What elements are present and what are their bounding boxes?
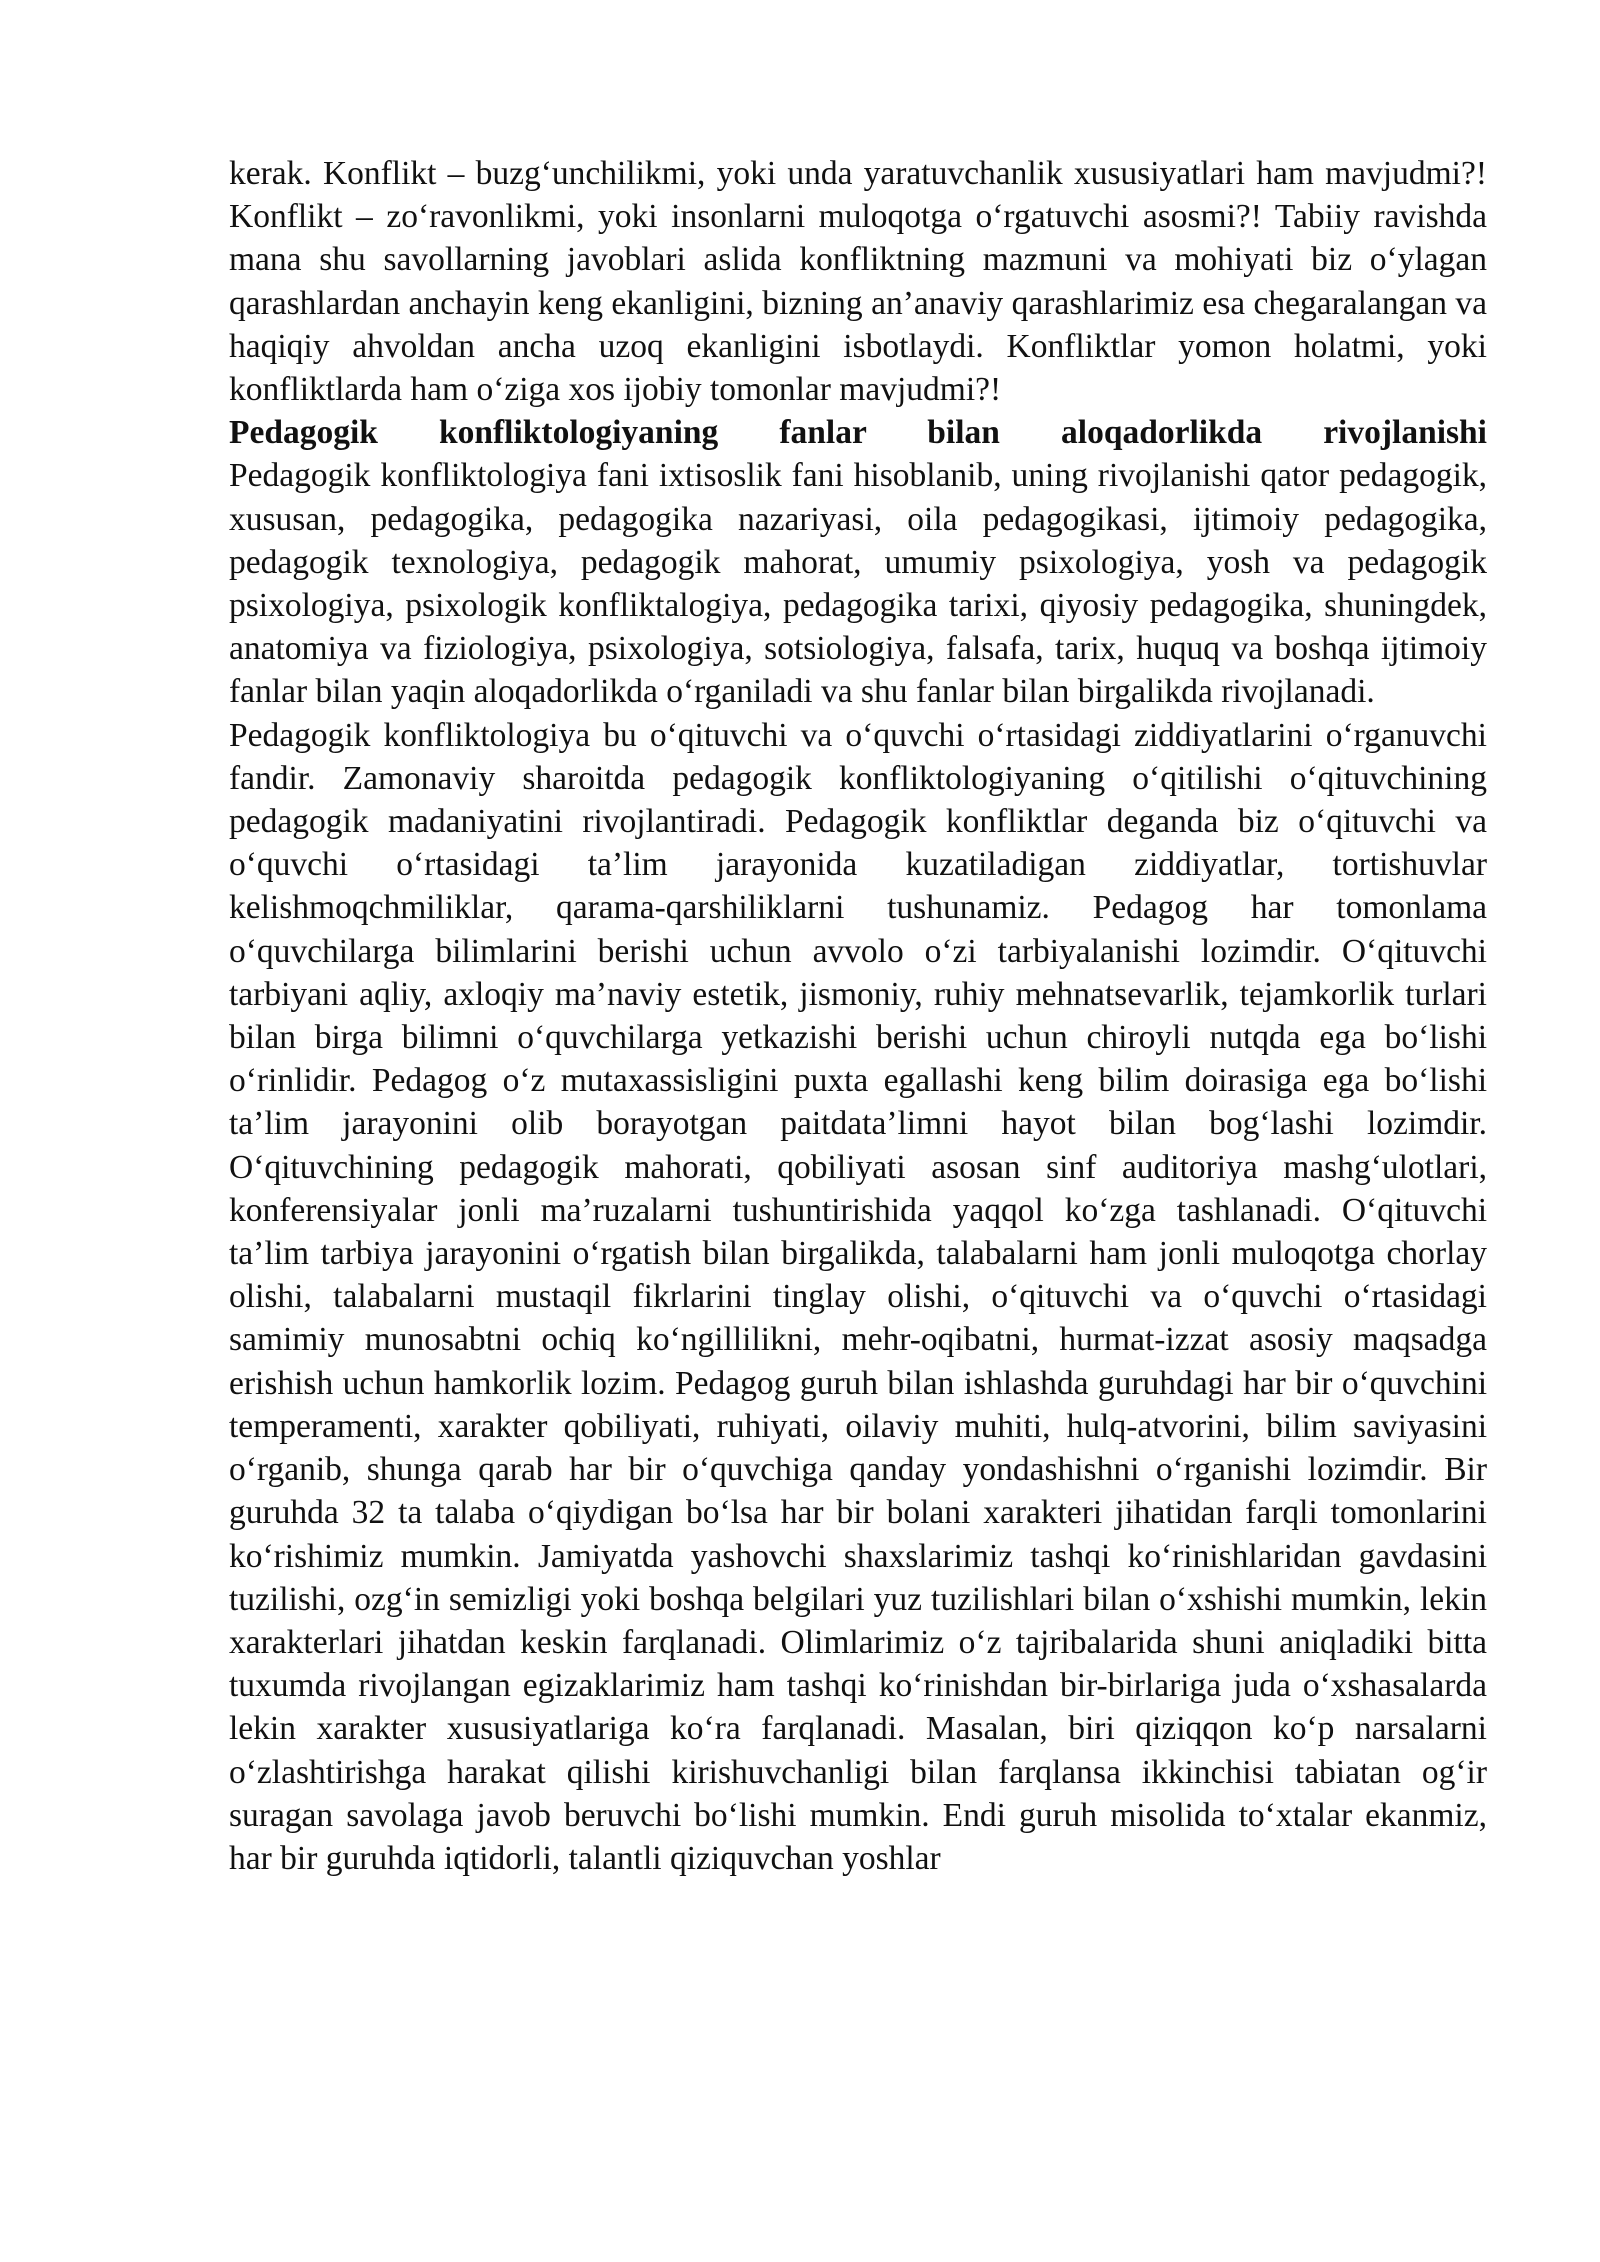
paragraph-pedagogical-conflicts: Pedagogik konfliktologiya bu o‘qituvchi va o‘quvchi o‘rtasidagi ziddiyatlarini o‘rganuvchi fandir. Zamonaviy sharoitda pedagogik konfliktologiyaning o‘qitilishi o‘qituvchining pedagogik madaniyatini rivojlantiradi. Pedagogik konfliktlar deganda biz o‘qituvchi va o‘quvchi o‘rtasidagi ta’lim jarayonida kuzatiladigan ziddiyatlar, tortishuvlar kelishmoqchmiliklar, qarama-qarshiliklarni tushunamiz. Pedagog har tomonlama o‘quvchilarga bilimlarini berishi uchun avvolo o‘zi tarbiyalanishi lozimdir. O‘qituvchi tarbiyani aqliy, axloqiy ma’naviy estetik, jismoniy, ruhiy mehnatsevarlik, tejamkorlik turlari bilan birga bilimni o‘quvchilarga yetkazishi berishi uchun chiroyli nutqda ega bo‘lishi o‘rinlidir. Pedagog o‘z mutaxassisligini puxta egallashi keng bilim doirasiga ega bo‘lishi ta’lim jarayonini olib borayotgan paitdata’limni hayot bilan bog‘lashi lozimdir. O‘qituvchining pedagogik mahorati, qobiliyati asosan sinf auditoriya mashg‘ulotlari, konferensiyalar jonli ma’ruzalarni tushuntirishida yaqqol ko‘zga tashlanadi. O‘qituvchi ta’lim tarbiya jarayonini o‘rgatish bilan birgalikda, talabalarni ham jonli muloqotga chorlay olishi, talabalarni mustaqil fikrlarini tinglay olishi, o‘qituvchi va o‘quvchi o‘rtasidagi samimiy munosabtni ochiq ko‘ngillilikni, mehr-oqibatni, hurmat-izzat asosiy maqsadga erishish uchun hamkorlik lozim. Pedagog guruh bilan ishlashda guruhdagi har bir o‘quvchini temperamenti, xarakter qobiliyati, ruhiyati, oilaviy muhiti, hulq-atvorini, bilim saviyasini o‘rganib, shunga qarab har bir o‘quvchiga qanday yondashishni o‘rganishi lozimdir. Bir guruhda 32 ta talaba o‘qiydigan bo‘lsa har bir bolani xarakteri jihatidan farqli tomonlarini ko‘rishimiz mumkin. Jamiyatda yashovchi shaxslarimiz tashqi ko‘rinishlaridan gavdasini tuzilishi, ozg‘in semizligi yoki boshqa belgilari yuz tuzilishlari bilan o‘xshishi mumkin, lekin xarakterlari jihatdan keskin farqlanadi. Olimlarimiz o‘z tajribalarida shuni aniqladiki bitta tuxumda rivojlangan egizaklarimiz ham tashqi ko‘rinishdan bir-birlariga juda o‘xshasalarda lekin xarakter xususiyatlariga ko‘ra farqlanadi. Masalan, biri qiziqqon ko‘p narsalarni o‘zlashtirishga harakat qilishi kirishuvchanligi bilan farqlansa ikkinchisi tabiatan og‘ir suragan savolaga javob beruvchi bo‘lishi mumkin. Endi guruh misolida to‘xtalar ekanmiz, har bir guruhda iqtidorli, talantli qiziquvchan yoshlar [229,716,1487,1877]
paragraph-related-sciences: Pedagogik konfliktologiya fani ixtisoslik fani hisoblanib, uning rivojlanishi qator pedagogik, xususan, pedagogika, pedagogika nazariyasi, oila pedagogikasi, ijtimoiy pedagogika, pedagogik texnologiya, pedagogik mahorat, umumiy psixologiya, yosh va pedagogik psixologiya, psixologik konfliktalogiya, pedagogika tarixi, qiyosiy pedagogika, shuningdek, anatomiya va fiziologiya, psixologiya, sotsiologiya, falsafa, tarix, huquq va boshqa ijtimoiy fanlar bilan yaqin aloqadorlikda o‘rganiladi va shu fanlar bilan birgalikda rivojlanadi. [229,457,1487,711]
section-heading: Pedagogik konfliktologiyaning fanlar bilan aloqadorlikda rivojlanishi [229,414,1487,452]
document-page [229,152,1487,1880]
paragraph-intro: kerak. Konflikt – buzg‘unchilikmi, yoki unda yaratuvchanlik xususiyatlari ham mavjudmi?! Konflikt – zo‘ravonlikmi, yoki insonlarni muloqotga o‘rgatuvchi asosmi?! Tabiiy ravishda mana shu savollarning javoblari aslida konfliktning mazmuni va mohiyati biz o‘ylagan qarashlardan anchayin keng ekanligini, bizning an’anaviy qarashlarimiz esa chegaralangan va haqiqiy ahvoldan ancha uzoq ekanligini isbotlaydi. Konfliktlar yomon holatmi, yoki konfliktlarda ham o‘ziga xos ijobiy tomonlar mavjudmi?! [229,155,1487,409]
